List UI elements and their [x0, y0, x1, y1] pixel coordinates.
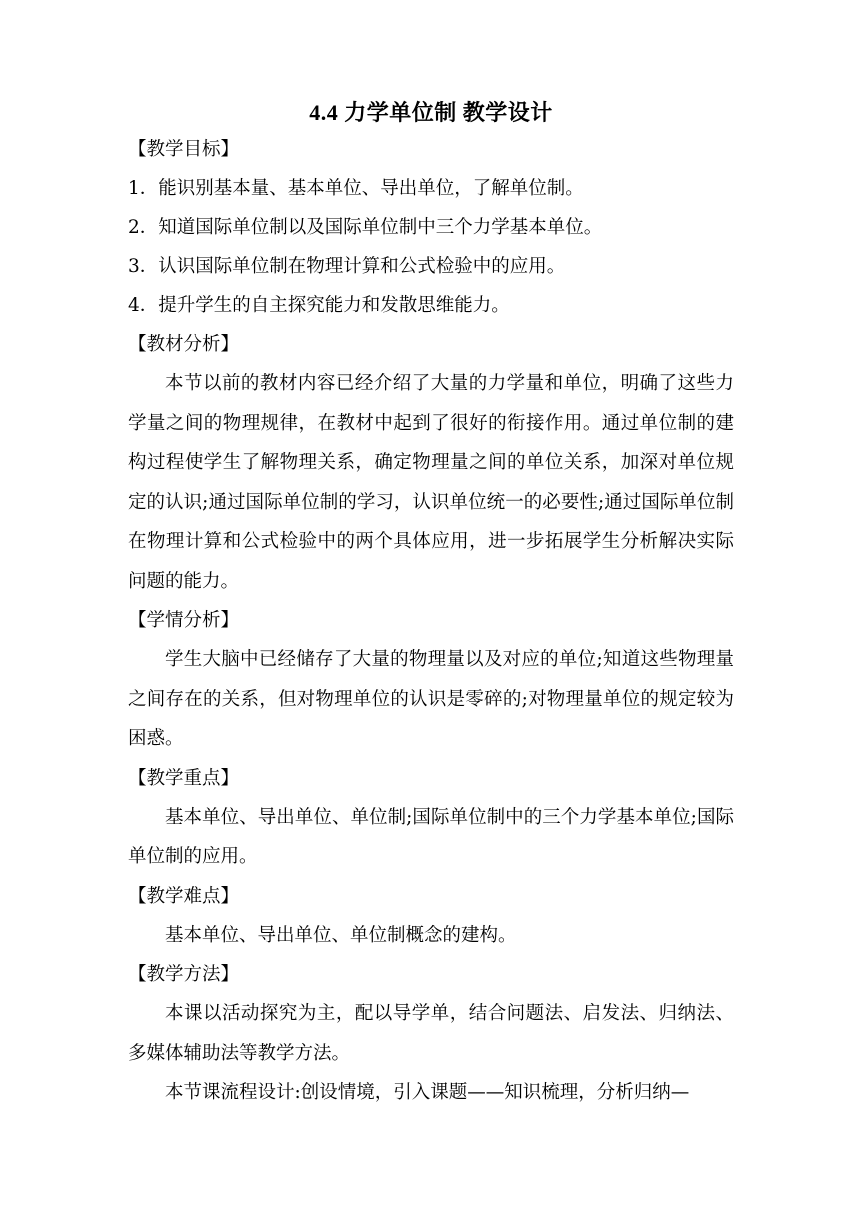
methods-heading: 【教学方法】 — [128, 964, 240, 985]
methods-text: 本课以活动探究为主，配以导学单，结合问题法、启发法、归纳法、多媒体辅助法等教学方法。 — [128, 1003, 734, 1064]
difficulties-text: 基本单位、导出单位、单位制概念的建构。 — [165, 924, 517, 946]
objective-item-4: 4．提升学生的自主探究能力和发散思维能力。 — [128, 295, 510, 316]
document-page — [128, 98, 734, 1113]
lesson-flow-text: 本节课流程设计:创设情境，引入课题——知识梳理，分析归纳— — [165, 1082, 690, 1103]
student-analysis-text: 学生大脑中已经储存了大量的物理量以及对应的单位;知道这些物理量之间存在的关系，但对物理单位的认识是零碎的;对物理量单位的规定较为困惑。 — [128, 649, 734, 749]
objectives-heading: 【教学目标】 — [128, 139, 240, 160]
student-analysis-heading: 【学情分析】 — [128, 610, 240, 631]
objective-item-3: 3．认识国际单位制在物理计算和公式检验中的应用。 — [128, 256, 566, 277]
key-points-heading: 【教学重点】 — [128, 767, 240, 789]
material-analysis-text: 本节以前的教材内容已经介绍了大量的力学量和单位，明确了这些力学量之间的物理规律，在教材中起到了很好的衔接作用。通过单位制的建构过程使学生了解物理关系，确定物理量之间的单位关系，加深对单位规定的认识;通过国际单位制的学习，认识单位统一的必要性;通过国际单位制在物理计算和公式检验中的两个具体应用，进一步拓展学生分析解决实际问题的能力。 — [128, 373, 734, 592]
material-analysis-heading: 【教材分析】 — [128, 334, 240, 355]
objective-item-2: 2．知道国际单位制以及国际单位制中三个力学基本单位。 — [128, 217, 603, 238]
objective-item-1: 1．能识别基本量、基本单位、导出单位，了解单位制。 — [128, 178, 584, 199]
document-title: 4.4 力学单位制 教学设计 — [309, 100, 553, 125]
difficulties-heading: 【教学难点】 — [128, 885, 240, 907]
key-points-text: 基本单位、导出单位、单位制;国际单位制中的三个力学基本单位;国际单位制的应用。 — [128, 806, 734, 867]
